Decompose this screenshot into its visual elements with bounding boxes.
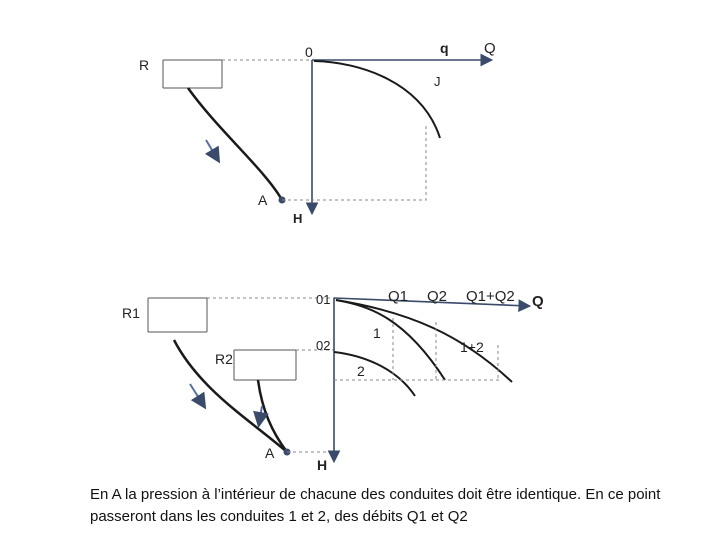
reservoir-r1 [148,298,207,332]
label-curve-2: 2 [357,363,365,379]
label-origin-1: 01 [316,292,331,307]
reservoir-r [163,60,222,88]
bottom-curve-2 [334,352,415,396]
top-projection [312,126,426,200]
label-q-axis-bottom: Q [532,293,544,310]
caption-text: En A la pression à l’intérieur de chacune des conduites doit être identique. En ce point passeront dans les conduites 1 et 2, des débits Q1 et Q2 [90,486,661,525]
label-r: R [139,57,150,73]
label-origin-2: 02 [316,338,331,353]
label-h: H [293,211,303,226]
label-h-bottom: H [317,457,328,473]
top-pipe [188,88,282,200]
label-q1-q2: Q1+Q2 [466,288,515,305]
label-q2: Q2 [427,288,448,305]
top-flow-arrow [206,140,218,160]
top-diagram [139,40,496,226]
bottom-flow-arrow-1 [190,384,204,406]
label-curve-1: 1 [373,325,381,341]
label-curve-sum: 1+2 [460,339,484,355]
label-r1: R1 [122,305,140,321]
bottom-diagram [122,288,544,473]
label-q1: Q1 [388,288,409,305]
label-q-small: q [440,40,449,56]
reservoir-r2 [234,350,296,380]
label-q-axis: Q [484,40,496,57]
label-a: A [258,192,268,208]
label-a-bottom: A [265,445,275,461]
label-r2: R2 [215,351,233,367]
top-curve-j [314,61,440,138]
label-origin: 0 [305,44,313,60]
label-j: J [434,74,441,89]
bottom-flow-arrow-2 [259,406,262,424]
